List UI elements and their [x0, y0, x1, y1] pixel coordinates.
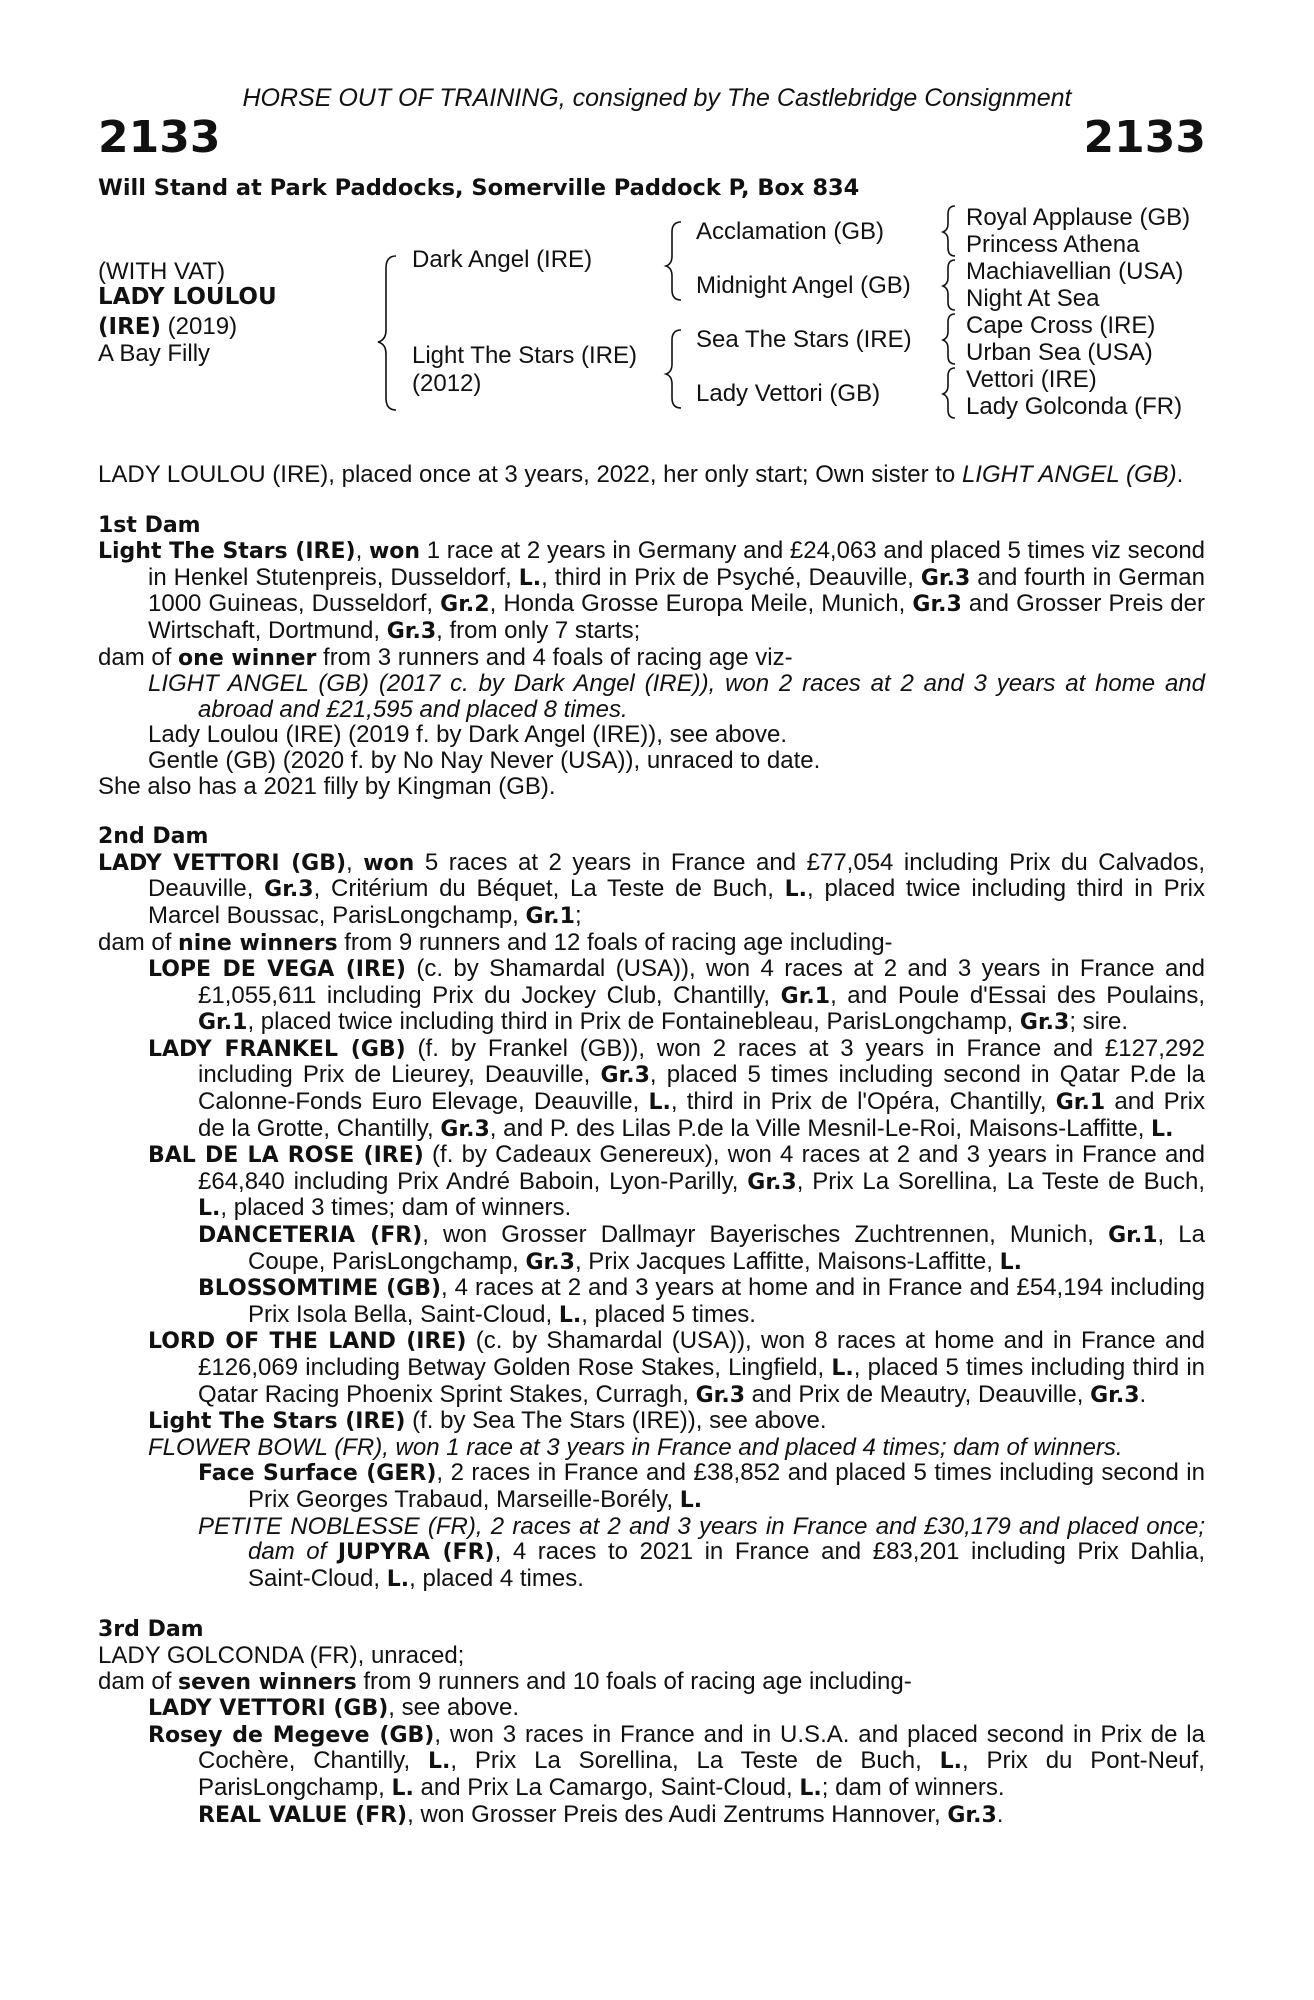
first-dam-record: Light The Stars (IRE), won 1 race at 2 years in Germany and £24,063 and placed 5 times viz second in Henkel Stutenpreis, Dusseldorf, L., third in Prix de Psyché, Deauville, Gr.3 and fourth in German 1000 Guineas, Dusseldorf, Gr.2, Honda Grosse Europa Meile, Munich, Gr.3 and Grosser Preis der Wirtschaft, Dortmund, Gr.3, from only 7 starts;: [98, 537, 1206, 644]
offspring-bal-de-la-rose: BAL DE LA ROSE (IRE) (f. by Cadeaux Genereux), won 4 races at 2 and 3 years in France and £64,840 including Prix André Baboin, Lyon-Parilly, Gr.3, Prix La Sorellina, La Teste de Buch, L., placed 3 times; dam of winners.: [148, 1141, 1205, 1222]
third-dam-heading: 3rd Dam: [98, 1617, 204, 1643]
horse-name-suffix: (IRE) (2019): [98, 313, 238, 340]
offspring-lord-of-the-land: LORD OF THE LAND (IRE) (c. by Shamardal (USA)), won 8 races at home and in France and £126,069 including Betway Golden Rose Stakes, Lingfield, L., placed 5 times including third in Qatar Racing Phoenix Sprint Stakes, Curragh, Gr.3 and Prix de Meautry, Deauville, Gr.3.: [148, 1327, 1206, 1408]
pedigree-sire: Dark Angel (IRE): [412, 246, 593, 273]
third-dam-record: LADY GOLCONDA (FR), unraced;: [98, 1641, 465, 1669]
brace-ss: [943, 206, 955, 256]
lot-number-right: 2133: [1083, 112, 1206, 163]
pedigree-sire-dam: Midnight Angel (GB): [696, 272, 911, 299]
pedigree-ssd: Princess Athena: [966, 231, 1140, 258]
vat-note: (WITH VAT): [98, 258, 226, 285]
first-dam-offspring-3: Gentle (GB) (2020 f. by No Nay Never (USA)), unraced to date.: [148, 746, 821, 774]
second-dam-record: LADY VETTORI (GB), won 5 races at 2 years in France and £77,054 including Prix du Calvados, Deauville, Gr.3, Critérium du Béquet, La Teste de Buch, L., placed twice including third in Prix Marcel Boussac, ParisLongchamp, Gr.1;: [98, 848, 1206, 929]
brace-gen1: [378, 256, 396, 410]
offspring-lady-vettori: LADY VETTORI (GB), see above.: [148, 1694, 520, 1722]
second-dam-heading: 2nd Dam: [98, 824, 209, 850]
offspring-blossomtime: BLOSSOMTIME (GB), 4 races at 2 and 3 years at home and in France and £54,194 including Prix Isola Bella, Saint-Cloud, L., placed 5 times.: [198, 1274, 1205, 1328]
pedigree-dam-sire: Sea The Stars (IRE): [696, 326, 912, 353]
offspring-face-surface: Face Surface (GER), 2 races in France and £38,852 and placed 5 times including second in Prix Georges Trabaud, Marseille-Borély, L.: [198, 1459, 1205, 1513]
pedigree-dss: Cape Cross (IRE): [966, 312, 1156, 339]
intro-paragraph: LADY LOULOU (IRE), placed once at 3 years, 2022, her only start; Own sister to LIGHT ANGEL (GB).: [98, 461, 1184, 488]
brace-dd: [943, 368, 955, 418]
stand-location: Will Stand at Park Paddocks, Somerville Paddock P, Box 834: [98, 175, 860, 201]
first-dam-produce: dam of one winner from 3 runners and 4 foals of racing age viz-: [98, 643, 793, 671]
second-dam-produce: dam of nine winners from 9 runners and 12 foals of racing age including-: [98, 928, 893, 956]
first-dam-offspring-1: LIGHT ANGEL (GB) (2017 c. by Dark Angel (IRE)), won 2 races at 2 and 3 years at home and abroad and £21,595 and placed 8 times.: [148, 670, 1205, 723]
pedigree-dam: Light The Stars (IRE): [412, 342, 637, 369]
brace-dam: [666, 330, 681, 408]
first-dam-heading: 1st Dam: [98, 512, 201, 538]
catalogue-body: [98, 462, 1205, 1828]
first-dam-offspring-2: Lady Loulou (IRE) (2019 f. by Dark Angel (IRE)), see above.: [148, 721, 787, 749]
offspring-real-value: REAL VALUE (FR), won Grosser Preis des Audi Zentrums Hannover, Gr.3.: [198, 1800, 1004, 1828]
horse-description: A Bay Filly: [98, 340, 211, 367]
horse-name: LADY LOULOU: [98, 284, 277, 310]
brace-sd: [943, 260, 955, 310]
lot-number-left: 2133: [98, 112, 221, 163]
brace-sire: [666, 222, 681, 300]
consignment-line: HORSE OUT OF TRAINING, consigned by The Castlebridge Consignment: [242, 84, 1072, 112]
pedigree-ddd: Lady Golconda (FR): [966, 393, 1183, 420]
offspring-danceteria: DANCETERIA (FR), won Grosser Dallmayr Bayerisches Zuchtrennen, Munich, Gr.1, La Coupe, ParisLongchamp, Gr.3, Prix Jacques Laffitte, Maisons-Laffitte, L.: [198, 1221, 1205, 1275]
pedigree-dds: Vettori (IRE): [966, 366, 1097, 393]
pedigree-sire-sire: Acclamation (GB): [696, 218, 885, 245]
offspring-flower-bowl: FLOWER BOWL (FR), won 1 race at 3 years in France and placed 4 times; dam of winners.: [148, 1433, 1123, 1461]
pedigree-sdd: Night At Sea: [966, 285, 1100, 312]
pedigree-dsd: Urban Sea (USA): [966, 339, 1153, 366]
pedigree-dam-year: (2012): [412, 370, 482, 397]
pedigree-sss: Royal Applause (GB): [966, 204, 1191, 231]
offspring-lope-de-vega: LOPE DE VEGA (IRE) (c. by Shamardal (USA)), won 4 races at 2 and 3 years in France and £1,055,611 including Prix du Jockey Club, Chantilly, Gr.1, and Poule d'Essai des Poulains, Gr.1, placed twice including third in Prix de Fontainebleau, ParisLongchamp, Gr.3; sire.: [148, 955, 1205, 1036]
brace-ds: [943, 314, 955, 364]
offspring-petite-noblesse: PETITE NOBLESSE (FR), 2 races at 2 and 3 years in France and £30,179 and placed once; dam of JUPYRA (FR), 4 races to 2021 in France and £83,201 including Prix Dahlia, Saint-Cloud, L., placed 4 times.: [198, 1512, 1205, 1592]
pedigree-sds: Machiavellian (USA): [966, 258, 1184, 285]
offspring-light-the-stars: Light The Stars (IRE) (f. by Sea The Stars (IRE)), see above.: [148, 1407, 827, 1435]
pedigree-dam-dam: Lady Vettori (GB): [696, 380, 881, 407]
third-dam-produce: dam of seven winners from 9 runners and 10 foals of racing age including-: [98, 1667, 912, 1695]
offspring-rosey-de-megeve: Rosey de Megeve (GB), won 3 races in France and in U.S.A. and placed second in Prix de la Cochère, Chantilly, L., Prix La Sorellina, La Teste de Buch, L., Prix du Pont-Neuf, ParisLongchamp, L. and Prix La Camargo, Saint-Cloud, L.; dam of winners.: [148, 1720, 1205, 1801]
offspring-lady-frankel: LADY FRANKEL (GB) (f. by Frankel (GB)), won 2 races at 3 years in France and £127,292 including Prix de Lieurey, Deauville, Gr.3, placed 5 times including second in Qatar P.de la Calonne-Fonds Euro Elevage, Deauville, L., third in Prix de l'Opéra, Chantilly, Gr.1 and Prix de la Grotte, Chantilly, Gr.3, and P. des Lilas P.de la Ville Mesnil-Le-Roi, Maisons-Laffitte, L.: [148, 1034, 1206, 1142]
first-dam-also: She also has a 2021 filly by Kingman (GB).: [98, 772, 556, 800]
